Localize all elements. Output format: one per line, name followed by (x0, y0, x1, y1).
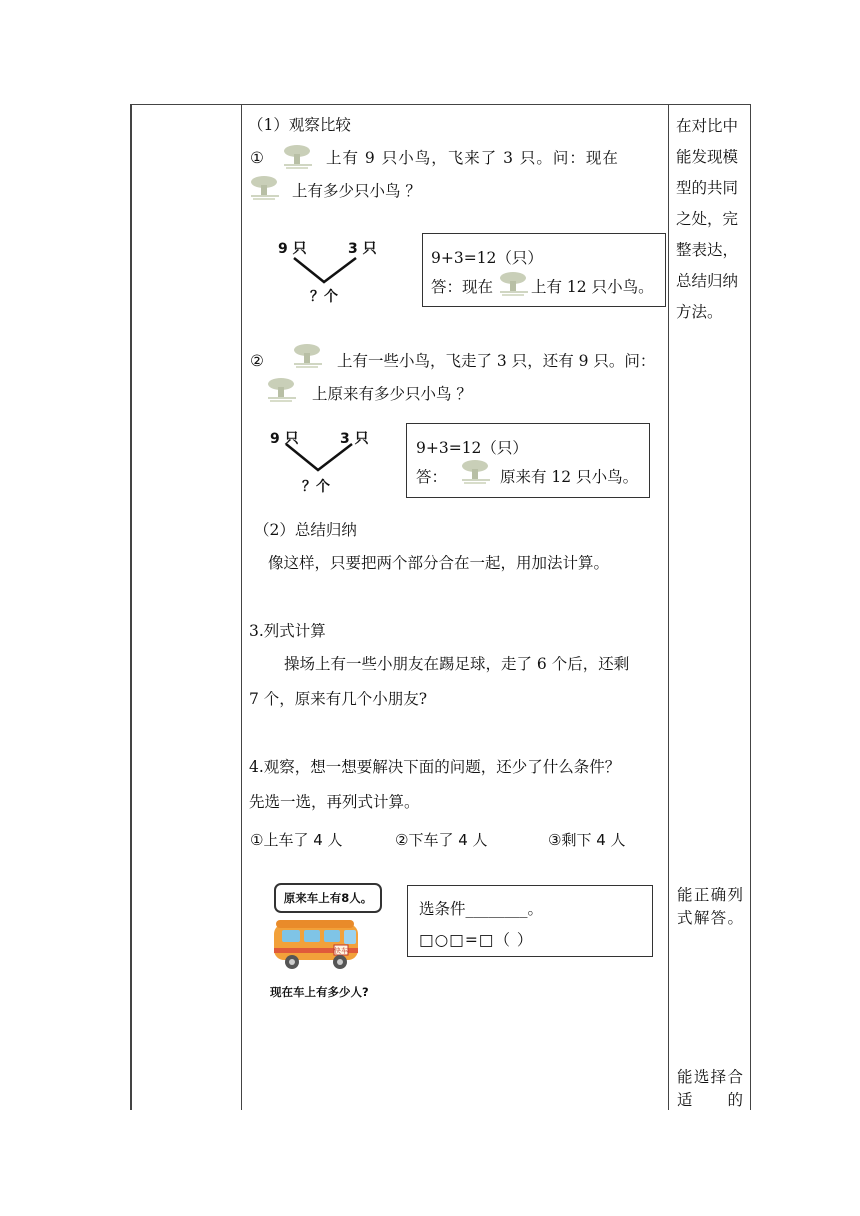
tree1-right-label: 3 只 (348, 241, 377, 257)
answer1-prefix: 答：现在 (431, 278, 494, 296)
condition-option-2: ②下车了 4 人 (395, 831, 488, 849)
tree2-bottom-label: ？个 (302, 479, 330, 495)
section2-text: 像这样，只要把两个部分合在一起，用加法计算。 (268, 554, 610, 572)
speech-bubble: 原来车上有8人。 (274, 883, 382, 913)
section1-heading: （1）观察比较 (248, 116, 351, 134)
answer1-suffix: 上有 12 只小鸟。 (531, 278, 654, 296)
section4-heading-line1: 4.观察，想一想要解决下面的问题，还少了什么条件？ (249, 758, 621, 776)
tree1-left-label: 9 只 (278, 241, 307, 257)
answer1-equation: 9+3=12（只） (431, 249, 543, 267)
answer3-line1: 选条件________。 (419, 900, 544, 918)
table-top-border (130, 104, 750, 105)
section3-line2: 7 个，原来有几个小朋友? (249, 690, 428, 708)
table-col-divider-right (750, 104, 751, 1110)
table-col-divider-left (130, 104, 132, 1110)
part-whole-diagram-2 (264, 428, 384, 498)
answer3-line2: □○□=□（ ） (419, 931, 534, 949)
problem1-line2: 上有多少只小鸟 ？ (292, 182, 421, 200)
condition-option-3: ③剩下 4 人 (548, 831, 626, 849)
bus-sign: 快车 (334, 947, 348, 955)
side-note-1: 在对比中能发现模型的共同之处，完整表达，总结归纳方法。 (676, 117, 739, 321)
tree-icon (249, 174, 283, 206)
section3-line1: 操场上有一些小朋友在踢足球，走了 6 个后，还剩 (284, 655, 630, 673)
tree2-right-label: 3 只 (340, 431, 369, 447)
tree-icon (292, 342, 326, 374)
tree-icon (460, 458, 494, 490)
tree-icon (282, 143, 316, 175)
problem1-line1: 上有 9 只小鸟，飞来了 3 只。问：现在 (326, 149, 619, 167)
section2-heading: （2）总结归纳 (254, 521, 357, 539)
bus-icon (270, 918, 366, 978)
section4-heading-line2: 先选一选，再列式计算。 (249, 793, 420, 811)
part-whole-diagram-1 (270, 234, 390, 304)
table-col-divider-2 (668, 104, 669, 1110)
tree-icon (266, 376, 300, 408)
answer2-equation: 9+3=12（只） (416, 439, 528, 457)
side-note-2: 能正确列式解答。 (677, 886, 743, 927)
tree-icon (498, 270, 532, 302)
tree1-bottom-label: ？个 (310, 289, 338, 305)
answer2-suffix: 原来有 12 只小鸟。 (500, 468, 639, 486)
condition-option-1: ①上车了 4 人 (250, 831, 343, 849)
answer2-prefix: 答： (416, 468, 448, 486)
table-col-divider-1 (241, 104, 242, 1110)
section3-heading: 3.列式计算 (249, 622, 326, 640)
tree2-left-label: 9 只 (270, 431, 299, 447)
problem2-line2: 上原来有多少只小鸟 ？ (312, 385, 472, 403)
bus-caption: 现在车上有多少人? (270, 985, 369, 999)
problem1-marker: ① (250, 149, 264, 167)
side-note-3: 能选择合适的 (677, 1068, 743, 1109)
problem2-marker: ② (250, 352, 264, 370)
problem2-line1: 上有一些小鸟，飞走了 3 只，还有 9 只。问： (337, 352, 656, 370)
